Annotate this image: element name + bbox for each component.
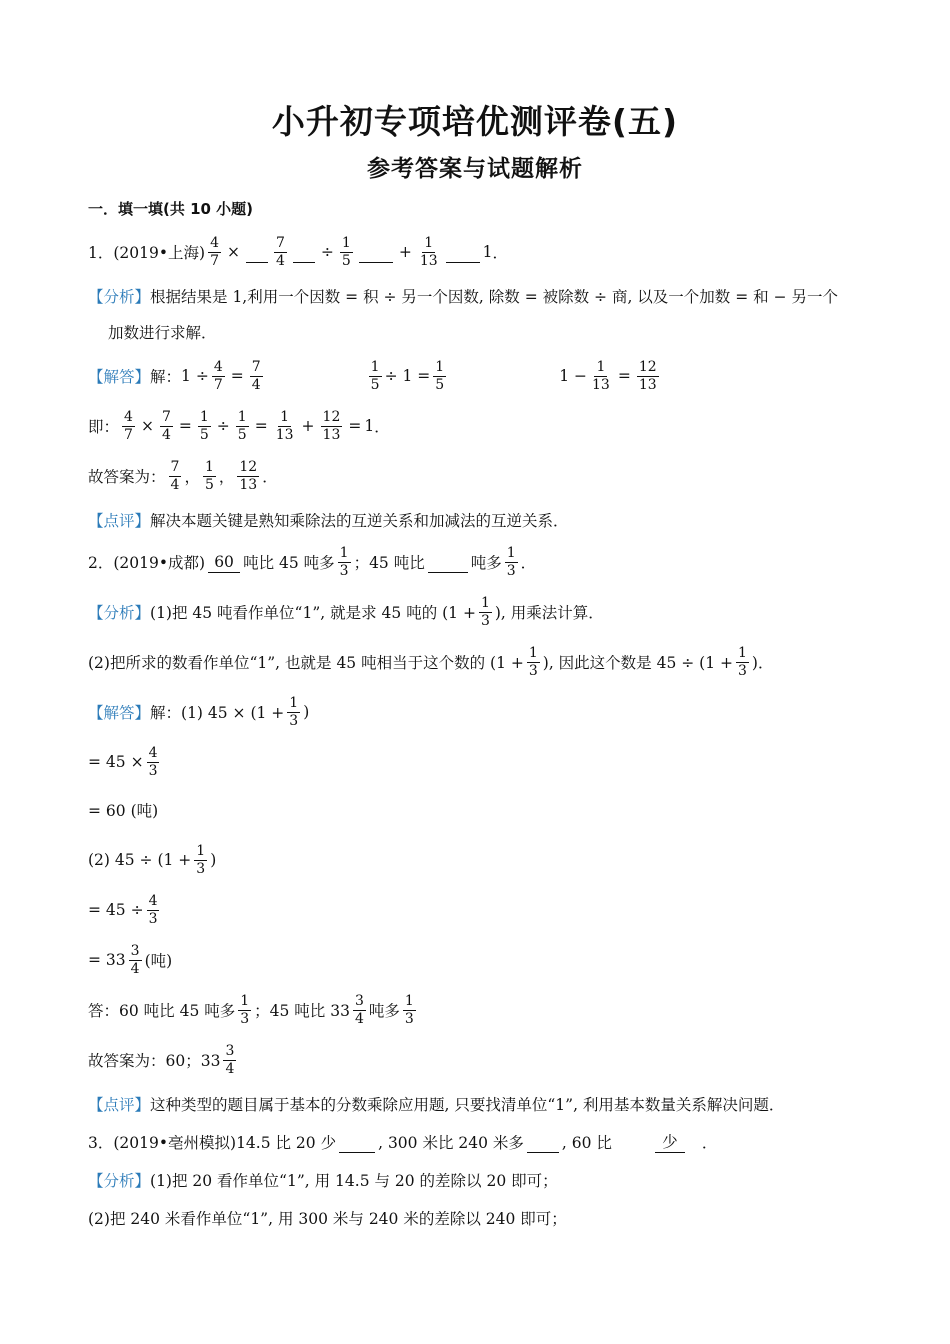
q1-blank-1 bbox=[246, 242, 268, 263]
q1-number: 1． bbox=[88, 244, 114, 262]
q2-step-3: = 45 ÷ $\frac{4}{3}$ bbox=[88, 892, 158, 927]
q3-analysis-2: (2)把 240 米看作单位“1”, 用 300 米与 240 米的差除以 240 即可； bbox=[88, 1210, 567, 1228]
section-heading: 一．填一填(共 10 小题) bbox=[88, 200, 254, 218]
q1-blank-2 bbox=[293, 242, 315, 263]
analysis-tag: 【分析】 bbox=[88, 288, 151, 306]
q1-source: (2019•上海) bbox=[113, 244, 206, 262]
q2-analysis-2: (2)把所求的数看作单位“1”, 也就是 45 吨相当于这个数的 (1 + $\frac{1}{3}$ ), 因此这个数是 45 ÷ (1 + $\frac{1}{3}$ )． bbox=[88, 644, 774, 679]
q1-comment: 【点评】 解决本题关键是熟知乘除法的互逆关系和加减法的互逆关系． bbox=[88, 498, 569, 542]
q1-therefore: 即： $\frac{4}{7}$ × $\frac{7}{4}$ = $\frac{1}{5}$ ÷ $\frac{1}{5}$ = $\frac{1}{13}$ + $\frac{12}{13}$ = 1 ． bbox=[88, 408, 390, 443]
q2-answer: 答：60 吨比 45 吨多 $\frac{1}{3}$ ；45 吨比 33 $\frac{3}{4}$ 吨多 $\frac{1}{3}$ bbox=[88, 992, 414, 1027]
q2-blank-1: 60 bbox=[208, 552, 240, 573]
q3-blank-1 bbox=[339, 1132, 375, 1153]
q1-analysis: 【分析】 根据结果是 1,利用一个因数 = 积 ÷ 另一个因数, 除数 = 被除数 ÷ 商, 以及一个加数 = 和 − 另一个 bbox=[88, 274, 838, 318]
q1-stem: 1． (2019•上海) $\frac{4}{7}$ × $\frac{7}{4}$ ÷ $\frac{1}{5}$ + $\frac{1}{13}$ 1 ． bbox=[88, 234, 509, 269]
q2-final-answer: 故答案为：60；33 $\frac{3}{4}$ bbox=[88, 1042, 235, 1077]
q3-blank-3: 少 bbox=[655, 1132, 685, 1153]
q1-frac-1-13: $\frac{1}{13}$ bbox=[419, 234, 438, 269]
q1-answer: 故答案为： $\frac{7}{4}$ ， $\frac{1}{5}$ ， $\frac{12}{13}$ ． bbox=[88, 458, 278, 493]
q2-step-1: = 45 × $\frac{4}{3}$ bbox=[88, 744, 158, 779]
q1-blank-3 bbox=[359, 242, 393, 263]
q3-stem: 3． (2019•亳州模拟) 14.5 比 20 少 , 300 米比 240 米多 , 60 比 少 ． bbox=[88, 1132, 718, 1152]
q2-solution-1: 【解答】 解：(1) 45 × (1 + $\frac{1}{3}$ ) bbox=[88, 694, 310, 729]
q2-solution-2: (2) 45 ÷ (1 + $\frac{1}{3}$ ) bbox=[88, 842, 217, 877]
q2-stem: 2． (2019•成都) 60 吨比 45 吨多 $\frac{1}{3}$ ；45 吨比 吨多 $\frac{1}{3}$ ． bbox=[88, 544, 537, 579]
page-subtitle: 参考答案与试题解析 bbox=[367, 156, 583, 182]
q3-analysis-1: 【分析】 (1)把 20 看作单位“1”, 用 14.5 与 20 的差除以 20 即可； bbox=[88, 1172, 558, 1190]
q1-blank-4 bbox=[446, 242, 480, 263]
q3-blank-2 bbox=[527, 1132, 559, 1153]
q1-analysis-cont: 加数进行求解． bbox=[108, 324, 217, 342]
q1-frac-1-5: $\frac{1}{5}$ bbox=[341, 234, 351, 269]
comment-tag: 【点评】 bbox=[88, 512, 151, 530]
page-title: 小升初专项培优测评卷(五) bbox=[271, 102, 679, 141]
q2-analysis-1: 【分析】 (1)把 45 吨看作单位“1”, 就是求 45 吨的 (1 + $\frac{1}{3}$ ), 用乘法计算． bbox=[88, 594, 604, 629]
q2-step-2: = 60 (吨) bbox=[88, 802, 159, 820]
q1-frac-7-4: $\frac{7}{4}$ bbox=[275, 234, 285, 269]
q2-step-4: = 33 $\frac{3}{4}$ (吨) bbox=[88, 942, 173, 977]
q1-solution: 【解答】 解： 1 ÷ $\frac{4}{7}$ = $\frac{7}{4}$ $\frac{1}{5}$ ÷ 1 = $\frac{1}{5}$ 1 − $\frac{1}{13}$ = $\frac{12}{13}$ bbox=[88, 358, 657, 393]
solution-tag: 【解答】 bbox=[88, 368, 151, 386]
q1-frac-4-7: $\frac{4}{7}$ bbox=[210, 234, 219, 269]
q2-comment: 【点评】 这种类型的题目属于基本的分数乘除应用题, 只要找清单位“1”, 利用基本数量关系解决问题． bbox=[88, 1096, 785, 1114]
q2-blank-2 bbox=[428, 552, 468, 573]
